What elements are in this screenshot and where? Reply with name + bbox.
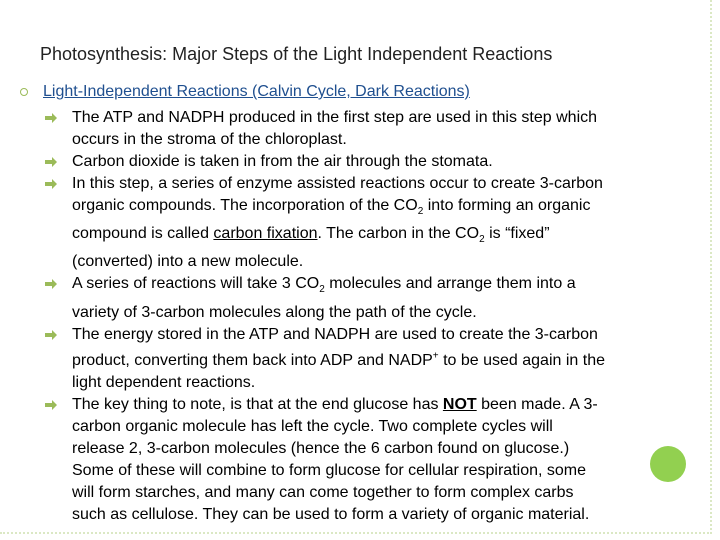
text-part: A series of reactions will take 3 CO <box>72 275 320 293</box>
decorative-circle <box>650 446 686 482</box>
text-part: The energy stored in the ATP and NADPH are used to create the 3-carbon product, converting them back into ADP and NADP <box>72 325 598 369</box>
ring-bullet-icon <box>20 88 28 96</box>
list-item <box>44 173 684 273</box>
bullet-list <box>44 107 684 526</box>
subscript: 2 <box>319 284 325 296</box>
bullet-text: The ATP and NADPH produced in the first step are used in this step which occurs in the stroma of the chloroplast. <box>72 109 598 148</box>
text-part: is “fixed” (converted) into a new molecule. <box>72 225 550 271</box>
bullet-text <box>72 326 605 391</box>
text-part: molecules and arrange them into a variety of 3-carbon molecules along the path of the cycle. <box>72 275 576 321</box>
text-part: into forming an organic compound is called <box>72 197 591 243</box>
bullet-text <box>72 396 598 523</box>
arrow-bullet-icon <box>44 279 58 289</box>
section-heading: Light-Independent Reactions (Calvin Cycle, Dark Reactions) <box>43 83 470 100</box>
text-part: The key thing to note, is that at the end glucose has <box>72 395 443 413</box>
superscript: + <box>432 350 439 362</box>
bullet-text: Carbon dioxide is taken in from the air through the stomata. <box>72 153 493 170</box>
arrow-bullet-icon <box>44 179 58 189</box>
bullet-text <box>72 275 576 320</box>
carbon-fixation-term: carbon fixation <box>213 225 318 243</box>
arrow-bullet-icon <box>44 113 58 123</box>
emphasis-not: NOT <box>442 395 477 413</box>
text-part: . The carbon in the CO <box>317 225 480 243</box>
list-item <box>44 273 684 323</box>
list-item <box>44 394 684 526</box>
subscript: 2 <box>479 234 485 246</box>
bullet-text <box>72 175 603 270</box>
arrow-bullet-icon <box>44 400 58 410</box>
list-item <box>44 107 684 151</box>
slide-title: Photosynthesis: Major Steps of the Light Independent Reactions <box>40 44 553 64</box>
text-part: to be used again in the light dependent reactions. <box>72 351 605 391</box>
list-item <box>44 324 684 394</box>
text-part: been made. A 3- carbon organic molecule has left the cycle. Two complete cycles will release 2, 3-carbon molecules (hence the 6 carbon found on glucose.) Some of these will combine to form glucose for cellular respiration, some will form starches, and many can come together to form complex carbs such as cellulose. They can be used to form a variety of organic material. <box>72 395 598 523</box>
text-part: In this step, a series of enzyme assisted reactions occur to create 3-carbon organic compounds. The incorporation of the CO <box>72 175 603 214</box>
list-item <box>44 151 684 173</box>
subscript: 2 <box>417 206 424 218</box>
arrow-bullet-icon <box>44 330 58 340</box>
arrow-bullet-icon <box>44 157 58 167</box>
